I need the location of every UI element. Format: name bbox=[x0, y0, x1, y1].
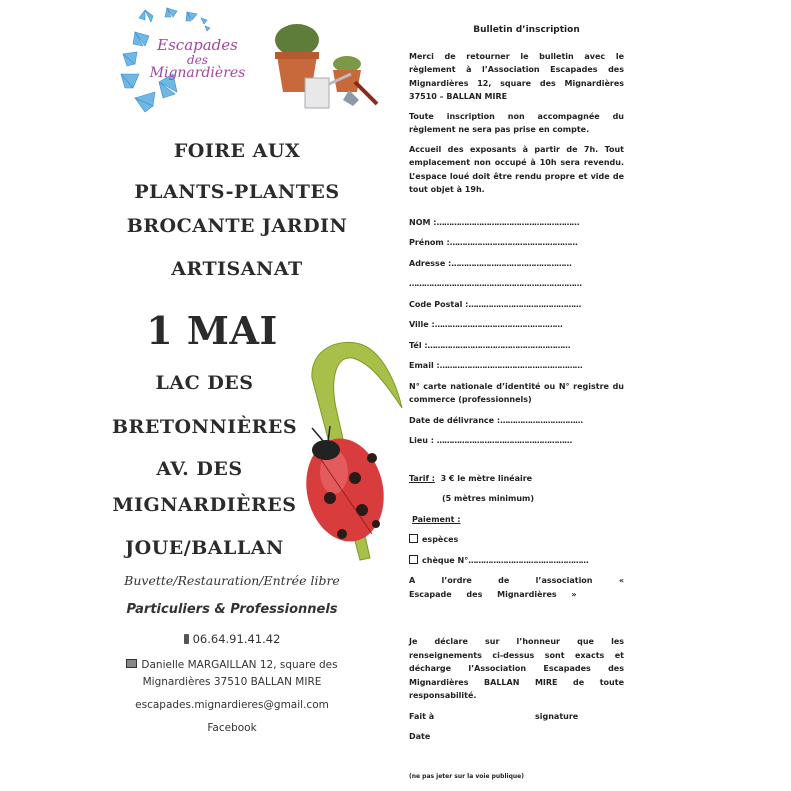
field-blank[interactable]: ……………………………………………… bbox=[436, 436, 572, 445]
field-adresse[interactable] bbox=[409, 257, 624, 271]
payment-label-text: Paiement : bbox=[412, 514, 461, 524]
address-text-1: Danielle MARGAILLAN 12, square des bbox=[141, 659, 338, 671]
phone-number[interactable]: 06.64.91.41.42 bbox=[192, 632, 281, 646]
field-label: Email : bbox=[409, 361, 440, 370]
field-delivery-date[interactable] bbox=[409, 414, 624, 428]
location-line-5: JOUE/BALLAN bbox=[125, 537, 284, 559]
audience-text: Particuliers & Professionnels bbox=[126, 602, 338, 617]
field-blank[interactable]: ……………………………………… bbox=[468, 299, 581, 309]
footer-note: (ne pas jeter sur la voie publique) bbox=[409, 772, 524, 780]
location-line-3: AV. DES bbox=[156, 458, 243, 480]
field-label: Tél : bbox=[409, 340, 428, 350]
form-rules: Accueil des exposants à partir de 7h. Tout emplacement non occupé à 10h sera revendu. L’espace loué doit être rendu propre et vide de tout objet à 19h. bbox=[409, 144, 624, 194]
cheque-number-blank[interactable]: ………………………………………… bbox=[468, 555, 589, 565]
location-line-2: BRETONNIÈRES bbox=[112, 416, 298, 438]
declaration-text: Je déclare sur l’honneur que les renseignements ci-dessus sont exacts et décharge l’Association Escapades des Mignardières BALLAN MIRE de toute responsabilité. bbox=[409, 637, 624, 700]
field-prenom[interactable] bbox=[409, 236, 624, 250]
field-label: Ville : bbox=[409, 320, 435, 329]
field-blank[interactable]: ………………………………………… bbox=[451, 258, 572, 268]
tarif-value: 3 € le mètre linéaire bbox=[440, 473, 533, 483]
field-blank[interactable]: …………………………………………………………… bbox=[409, 279, 582, 288]
title-line-4: ARTISANAT bbox=[171, 258, 303, 280]
tarif-label: Tarif : bbox=[409, 473, 435, 483]
logo-line-2: des bbox=[187, 53, 208, 67]
facebook-link[interactable]: Facebook bbox=[207, 722, 257, 734]
form-notice: Toute inscription non accompagnée du règlement ne sera pas prise en compte. bbox=[409, 111, 624, 134]
field-blank[interactable]: ………………………………………………… bbox=[427, 340, 571, 350]
field-blank[interactable]: …………………………… bbox=[500, 415, 583, 425]
field-code-postal[interactable] bbox=[409, 298, 624, 312]
field-place[interactable] bbox=[409, 434, 624, 448]
garden-pots-image bbox=[265, 18, 380, 113]
tarif-minimum: (5 mètres minimum) bbox=[442, 494, 535, 503]
form-title: Bulletin d’inscription bbox=[473, 25, 580, 35]
address-line-2: Mignardières 37510 BALLAN MIRE bbox=[142, 676, 322, 688]
field-label: Prénom : bbox=[409, 238, 450, 247]
field-label: Adresse : bbox=[409, 258, 452, 268]
order-text: A l’ordre de l’association « Escapade des Mignardières » bbox=[409, 576, 624, 599]
field-label: NOM : bbox=[409, 217, 437, 227]
signature-label: signature bbox=[535, 711, 579, 721]
field-blank[interactable]: …………………………………………… bbox=[449, 238, 578, 247]
mobile-phone-icon bbox=[184, 634, 189, 644]
payment-option-cash[interactable] bbox=[409, 533, 624, 547]
field-label: Lieu : bbox=[409, 436, 434, 445]
payment-option-cheque[interactable] bbox=[409, 554, 624, 568]
field-label: Code Postal : bbox=[409, 299, 469, 309]
field-id-label: N° carte nationale d’identité ou N° registre du commerce (professionnels) bbox=[409, 381, 624, 404]
association-logo bbox=[115, 2, 250, 122]
field-email[interactable] bbox=[409, 359, 624, 373]
email-link[interactable]: escapades.mignardieres@gmail.com bbox=[135, 699, 329, 711]
tarif-row bbox=[409, 472, 624, 486]
event-date: 1 MAI bbox=[146, 308, 278, 353]
field-blank[interactable]: …………………………………………… bbox=[434, 320, 563, 329]
made-at-label: Fait à bbox=[409, 711, 435, 721]
location-line-1: LAC DES bbox=[155, 372, 254, 394]
phone-row bbox=[112, 632, 352, 646]
registration-form bbox=[409, 24, 624, 783]
field-nom[interactable] bbox=[409, 216, 624, 230]
field-adresse-2[interactable] bbox=[409, 277, 624, 291]
cheque-checkbox[interactable] bbox=[409, 555, 418, 564]
made-at-row bbox=[409, 710, 624, 724]
cash-checkbox[interactable] bbox=[409, 534, 418, 543]
title-line-3: BROCANTE JARDIN bbox=[126, 215, 348, 237]
title-line-1: FOIRE AUX bbox=[173, 140, 301, 162]
field-ville[interactable] bbox=[409, 318, 624, 332]
cash-label: espèces bbox=[422, 535, 459, 544]
date-label: Date bbox=[409, 732, 431, 741]
field-tel[interactable] bbox=[409, 339, 624, 353]
logo-line-1: Escapades bbox=[157, 36, 238, 54]
ladybug-image bbox=[290, 338, 405, 563]
cheque-label: chèque N° bbox=[422, 555, 469, 565]
logo-line-3: Mignardières bbox=[149, 65, 246, 81]
amenities-text: Buvette/Restauration/Entrée libre bbox=[124, 573, 340, 588]
mail-icon bbox=[126, 659, 137, 668]
title-line-2: PLANTS-PLANTES bbox=[134, 181, 340, 203]
location-line-4: MIGNARDIÈRES bbox=[112, 494, 297, 516]
address-line-1 bbox=[112, 659, 352, 671]
field-blank[interactable]: ………………………………………………… bbox=[439, 361, 583, 370]
form-intro: Merci de retourner le bulletin avec le règlement à l’Association Escapades des Mignardières 12, square des Mignardières 37510 – BALLAN MIRE bbox=[409, 51, 624, 101]
payment-label bbox=[409, 513, 624, 527]
field-blank[interactable]: ………………………………………………… bbox=[436, 217, 579, 227]
field-label: Date de délivrance : bbox=[409, 415, 501, 425]
